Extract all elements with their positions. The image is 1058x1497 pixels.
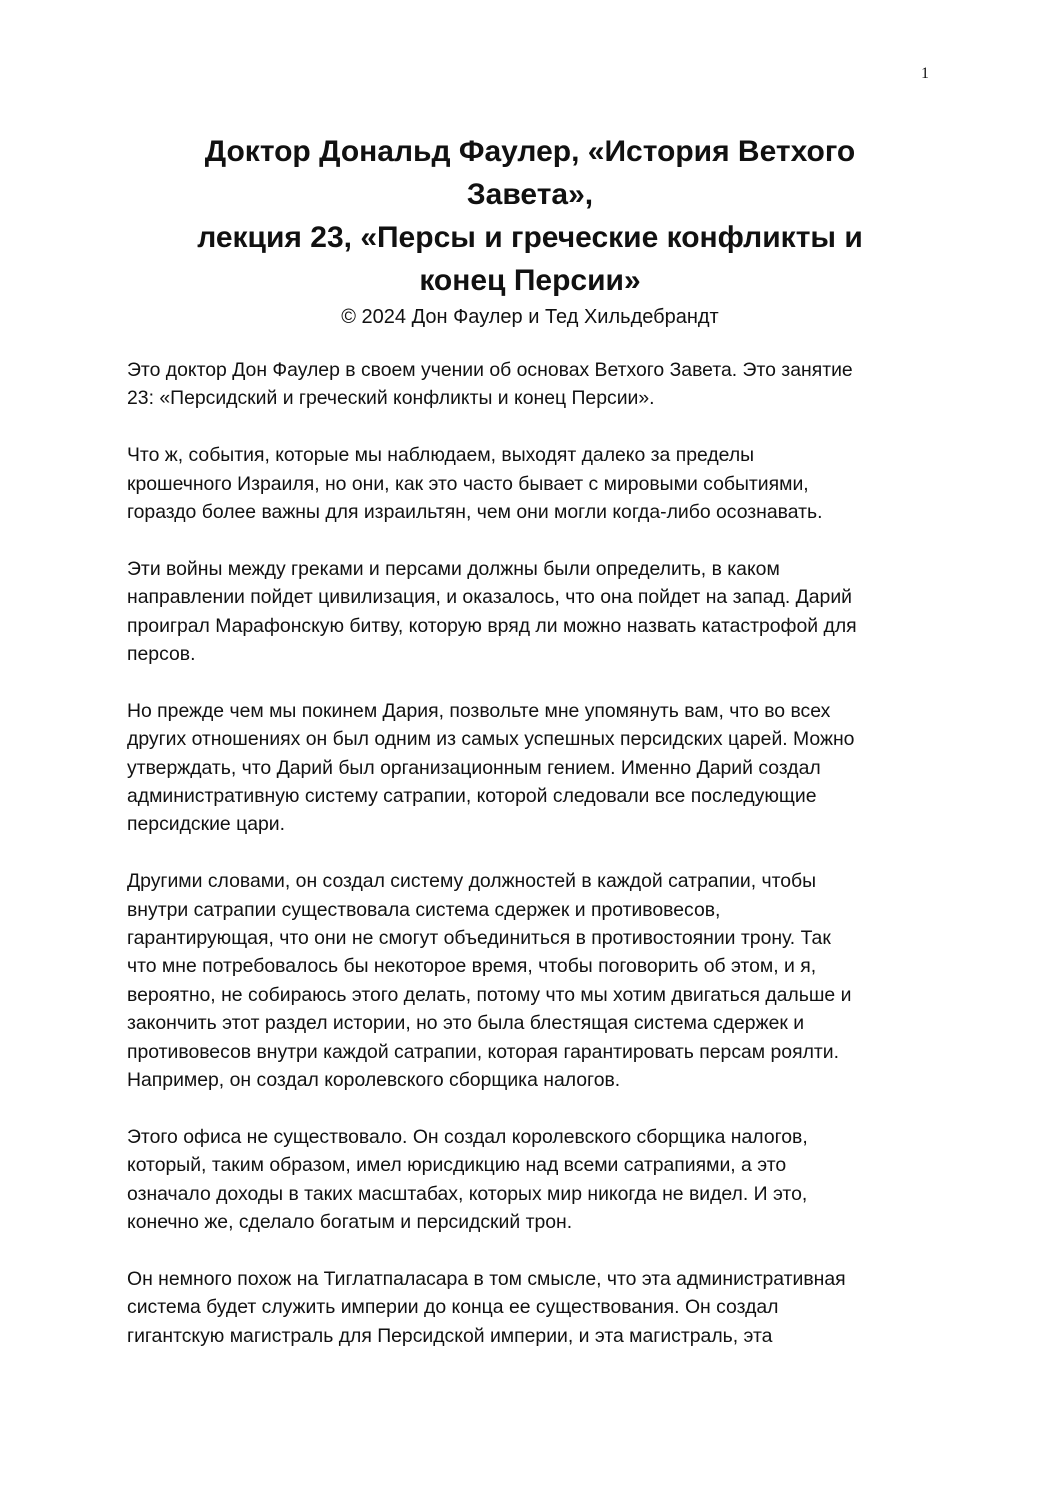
text-line: что мне потребовалось бы некоторое время, чтобы поговорить об этом, и я, <box>127 955 817 978</box>
paragraph-2 <box>127 441 935 526</box>
text-line: конечно же, сделало богатым и персидский трон. <box>127 1211 573 1234</box>
copyright-line: © 2024 Дон Фаулер и Тед Хильдебрандт <box>341 306 719 328</box>
text-line: противовесов внутри каждой сатрапии, которая гарантировать персам роялти. <box>127 1040 839 1063</box>
text-line: внутри сатрапии существовала система сдержек и противовесов, <box>127 898 721 921</box>
text-line: который, таким образом, имел юрисдикцию над всеми сатрапиями, а это <box>127 1154 787 1177</box>
title-line: Доктор Дональд Фаулер, «История Ветхого <box>204 135 856 168</box>
text-line: Это доктор Дон Фаулер в своем учении об основах Ветхого Завета. Это занятие <box>127 359 853 381</box>
paragraph-3 <box>127 555 935 669</box>
paragraph-4 <box>127 697 935 839</box>
text-line: персов. <box>127 643 196 666</box>
text-line: административную систему сатрапии, которой следовали все последующие <box>127 785 817 808</box>
text-line: Эти войны между греками и персами должны были определить, в каком <box>127 557 780 580</box>
text-line: закончить этот раздел истории, но это была блестящая система сдержек и <box>127 1012 805 1035</box>
paragraph-7 <box>127 1265 935 1350</box>
page-number: 1 <box>921 65 929 82</box>
text-line: Например, он создал королевского сборщика налогов. <box>127 1069 621 1092</box>
title-line: конец Персии» <box>419 264 641 297</box>
title-line: лекция 23, «Персы и греческие конфликты и <box>197 221 863 254</box>
text-line: гарантирующая, что они не смогут объединиться в противостоянии трону. Так <box>127 927 831 950</box>
text-line: проиграл Марафонскую битву, которую вряд ли можно назвать катастрофой для <box>127 614 857 637</box>
text-line: гораздо более важны для израильтян, чем они могли когда-либо осознавать. <box>127 501 823 524</box>
text-line: крошечного Израиля, но они, как это часто бывает с мировыми событиями, <box>127 472 809 495</box>
document-title <box>150 130 910 302</box>
paragraph-6 <box>127 1123 935 1237</box>
text-line: вероятно, не собираюсь этого делать, потому что мы хотим двигаться дальше и <box>127 983 852 1006</box>
text-line: 23: «Персидский и греческий конфликты и конец Персии». <box>127 387 655 410</box>
text-line: Что ж, события, которые мы наблюдаем, выходят далеко за пределы <box>127 444 755 467</box>
text-line: Он немного похож на Тиглатпаласара в том смысле, что эта административная <box>127 1267 846 1290</box>
text-line: утверждать, что Дарий был организационным гением. Именно Дарий создал <box>127 756 821 779</box>
text-line: система будет служить империи до конца ее существования. Он создал <box>127 1296 779 1319</box>
text-line: Но прежде чем мы покинем Дария, позвольте мне упомянуть вам, что во всех <box>127 699 831 722</box>
document-body <box>127 356 935 1379</box>
text-line: означало доходы в таких масштабах, которых мир никогда не видел. И это, <box>127 1182 808 1205</box>
text-line: направлении пойдет цивилизация, и оказалось, что она пойдет на запад. Дарий <box>127 586 852 609</box>
text-line: персидские цари. <box>127 813 285 836</box>
text-line: Этого офиса не существовало. Он создал королевского сборщика налогов, <box>127 1125 808 1148</box>
text-line: других отношениях он был одним из самых успешных персидских царей. Можно <box>127 728 855 751</box>
paragraph-1 <box>127 356 935 413</box>
text-line: гигантскую магистраль для Персидской империи, и эта магистраль, эта <box>127 1324 773 1347</box>
paragraph-5 <box>127 867 935 1094</box>
text-line: Другими словами, он создал систему должностей в каждой сатрапии, чтобы <box>127 870 817 893</box>
title-line: Завета», <box>466 178 594 211</box>
